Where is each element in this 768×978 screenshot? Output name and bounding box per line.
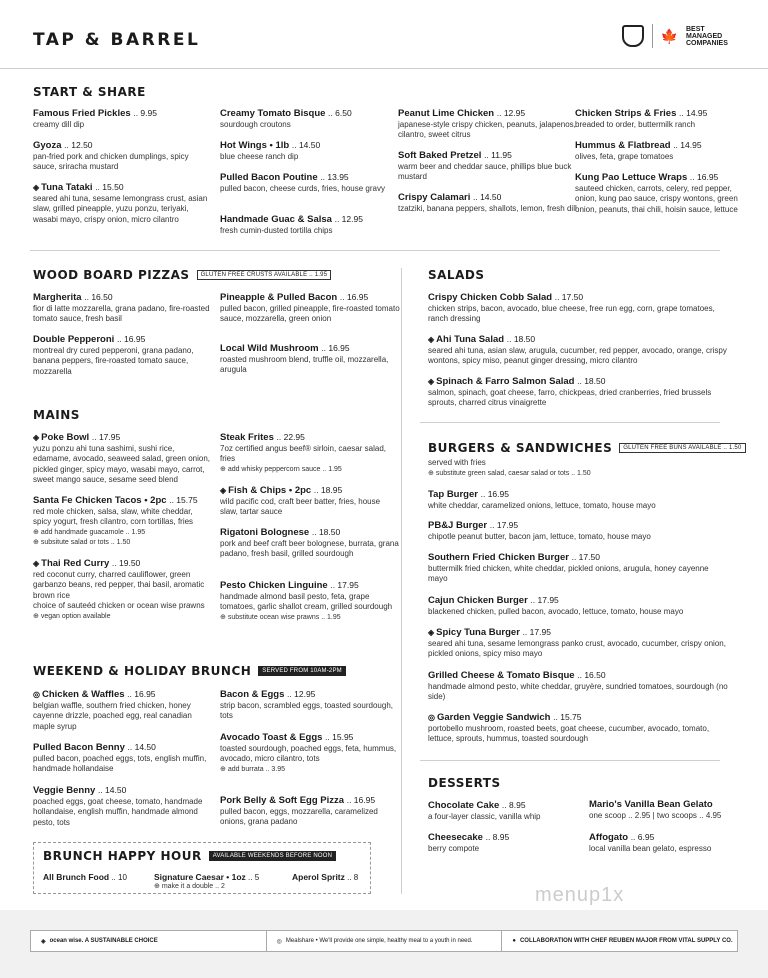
- menu-item: ◈ Spicy Tuna Burger .. 17.95 seared ahi tuna, sesame lemongrass panko crust, avocado, cucumber, crispy onion, pickled onions, spicy miso mayo: [428, 627, 728, 660]
- note-text: served with fries: [428, 458, 486, 467]
- menu-item: Cheesecake .. 8.95 berry compote: [428, 832, 578, 854]
- menu-item: Crispy Calamari .. 14.50 tzatziki, banana peppers, shallots, lemon, fresh dill: [398, 192, 577, 213]
- item-desc: portobello mushroom, roasted beets, goat cheese, cucumber, avocado, tomato, lettuce, sprouts, hummus, toasted sourdough: [428, 723, 710, 743]
- item-name: Chocolate Cake: [428, 800, 500, 811]
- option-text: substitute ocean wise prawns .. 1.95: [227, 613, 341, 621]
- menu-item: ◈ Ahi Tuna Salad .. 18.50 seared ahi tuna, asian slaw, arugula, cucumber, red pepper, avocado, orange, crispy wontons, spicy miso, peanut ginger dressing, micro cilantro: [428, 334, 727, 365]
- menu-item: Double Pepperoni .. 16.95 montreal dry cured pepperoni, grana padano, banana peppers, fire-roasted tomato sauce, mozzarella: [33, 334, 213, 377]
- item-desc: pulled bacon, grilled pineapple, fire-roasted tomato sauce, mozzarella, green onion: [220, 303, 400, 323]
- item-price: 8: [353, 873, 359, 882]
- item-desc: handmade almond basil pesto, feta, grape tomatoes, garlic shallot cream, grilled sourdough: [220, 591, 393, 611]
- section-title: [33, 268, 331, 282]
- section-title: [428, 776, 501, 790]
- item-name: Grilled Cheese & Tomato Bisque: [428, 670, 575, 681]
- menu-item: Grilled Cheese & Tomato Bisque .. 16.50 handmade almond pesto, white cheddar, gruyère, sundried tomatoes, sourdough (no side): [428, 670, 728, 701]
- item-desc: pulled bacon, poached eggs, tots, english muffin, handmade hollandaise: [33, 753, 207, 773]
- section-title: [43, 849, 336, 863]
- item-desc: chipotle peanut butter, bacon jam, lettuce, tomato, house mayo: [428, 531, 651, 541]
- item-price: 10: [118, 873, 127, 882]
- item-price: 11.95: [491, 150, 512, 160]
- item-name: Thai Red Curry: [41, 558, 110, 569]
- option-text: substitute green salad, caesar salad or tots .. 1.50: [435, 469, 591, 477]
- item-name: Mario's Vanilla Bean Gelato: [589, 799, 713, 810]
- item-desc-choice: choice of sauteéd chicken or ocean wise prawns: [33, 601, 205, 610]
- item-desc: blue cheese ranch dip: [220, 151, 299, 161]
- ocean-wise-icon: ◈: [220, 486, 227, 495]
- item-price: 16.95: [487, 489, 509, 499]
- menu-item: ◎ Garden Veggie Sandwich .. 15.75 portobello mushroom, roasted beets, goat cheese, cucumber, avocado, tomato, lettuce, sprouts, hummus, toasted sourdough: [428, 712, 728, 745]
- item-option: ⊕ substitute green salad, caesar salad or tots .. 1.50: [428, 469, 591, 477]
- item-name: Affogato: [589, 832, 629, 843]
- menu-item: Bacon & Eggs .. 12.95 strip bacon, scrambled eggs, toasted sourdough, tots: [220, 689, 400, 722]
- item-desc: red mole chicken, salsa, slaw, white cheddar, spicy yogurt, fresh cilantro, corn tortillas, fries: [33, 506, 194, 526]
- item-price: 12.95: [503, 108, 526, 118]
- section-title: [33, 408, 80, 422]
- item-desc: belgian waffle, southern fried chicken, honey cayenne drizzle, poached egg, real canadian maple syrup: [33, 700, 192, 731]
- item-price: 12.95: [341, 214, 363, 224]
- item-name: Bacon & Eggs: [220, 689, 285, 700]
- item-desc: pork and beef craft beer bolognese, burrata, grana padano, fresh basil, grilled sourdough: [220, 538, 399, 558]
- item-name: Ahi Tuna Salad: [436, 334, 505, 345]
- item-option: ⊕ add whisky peppercorn sauce .. 1.95: [220, 465, 342, 473]
- menu-item: ◈ Spinach & Farro Salmon Salad .. 18.50 salmon, spinach, goat cheese, farro, chickpeas, dried cranberries, fried brussels sprouts, charred citrus vinaigrette: [428, 376, 728, 409]
- mealshare-icon: ◎: [428, 713, 435, 722]
- ocean-wise-icon: ◈: [41, 938, 46, 945]
- menu-item: Southern Fried Chicken Burger .. 17.50 buttermilk fried chicken, white cheddar, pickled onions, arugula, honey cayenne mayo: [428, 552, 728, 585]
- item-price: 16.95: [124, 334, 146, 344]
- option-text: add handmade guacamole .. 1.95: [40, 528, 146, 536]
- menu-item: Chocolate Cake .. 8.95 a four-layer classic, vanilla whip: [428, 800, 578, 822]
- ocean-wise-icon: ◈: [33, 559, 40, 568]
- item-price: 14.50: [105, 785, 127, 795]
- menu-item: Local Wild Mushroom .. 16.95 roasted mushroom blend, truffle oil, mozzarella, arugula: [220, 343, 400, 376]
- item-price: 8.95: [492, 832, 510, 842]
- item-name: Avocado Toast & Eggs: [220, 732, 323, 743]
- item-name: Tuna Tataki: [41, 182, 93, 193]
- section-title: [33, 664, 346, 678]
- menu-item: Rigatoni Bolognese .. 18.50 pork and beef craft beer bolognese, burrata, grana padano, fresh basil, grilled sourdough: [220, 527, 399, 558]
- ocean-wise-icon: ◈: [428, 377, 435, 386]
- header-logos: [622, 24, 738, 48]
- menu-item: Cajun Chicken Burger .. 17.95 blackened chicken, pulled bacon, avocado, lettuce, tomato, house mayo: [428, 595, 728, 617]
- heading: BURGERS & SANDWICHES: [428, 441, 613, 455]
- item-name: Chicken & Waffles: [41, 689, 125, 700]
- item-price: 17.50: [561, 292, 584, 302]
- legend-ocean-wise: [31, 938, 266, 945]
- item-price: 17.50: [578, 552, 600, 562]
- menu-item: Veggie Benny .. 14.50 poached eggs, goat cheese, tomato, handmade hollandaise, english muffin, handmade almond pesto, tots: [33, 785, 213, 828]
- item-price: 16.95: [134, 689, 156, 699]
- menu-item: Tap Burger .. 16.95 white cheddar, caramelized onions, lettuce, tomato, house mayo: [428, 489, 728, 511]
- item-name: Local Wild Mushroom: [220, 343, 319, 354]
- item-price: 17.95: [98, 432, 121, 442]
- item-desc: warm beer and cheddar sauce, phillips blue buck mustard: [398, 161, 572, 181]
- item-desc: seared ahi tuna, sesame lemongrass panko crust, avocado, cucumber, crispy onion, pickled onions, spicy miso mayo: [428, 638, 726, 658]
- column-divider: [401, 268, 402, 894]
- item-price: 14.50: [298, 140, 321, 150]
- item-price: 16.95: [328, 343, 350, 353]
- item-desc: yuzu ponzu ahi tuna sashimi, sushi rice, edamame, avocado, seaweed salad, green onion, pickled ginger, spicy mayo, wasabi mayo, carrot, sweet mango sauce, sesame seed blend: [33, 443, 211, 484]
- brand-logo: TAP & BARREL: [33, 30, 201, 50]
- option-text: subsitute salad or tots .. 1.50: [40, 539, 131, 546]
- item-name: Crispy Chicken Cobb Salad: [428, 292, 553, 303]
- item-name: Rigatoni Bolognese: [220, 527, 310, 538]
- item-name: Steak Frites: [220, 432, 274, 443]
- item-desc: 7oz certified angus beef® sirloin, caesar salad, fries: [220, 443, 386, 463]
- item-price: 12.50: [71, 140, 93, 150]
- item-desc: olives, feta, grape tomatoes: [575, 151, 674, 161]
- menu-item: Handmade Guac & Salsa .. 12.95 fresh cumin-dusted tortilla chips: [220, 214, 400, 236]
- heading: START & SHARE: [33, 85, 146, 99]
- mealshare-icon: ◎: [33, 690, 40, 699]
- heading: SALADS: [428, 268, 485, 282]
- item-price: 14.50: [134, 742, 156, 752]
- item-desc: blackened chicken, pulled bacon, avocado, lettuce, tomato, house mayo: [428, 606, 684, 616]
- item-desc: local vanilla bean gelato, espresso: [589, 843, 712, 853]
- item-name: PB&J Burger: [428, 520, 488, 531]
- item-name: Tap Burger: [428, 489, 478, 500]
- item-name: Gyoza: [33, 140, 62, 151]
- item-price: 16.95: [346, 292, 369, 302]
- item-name: Famous Fried Pickles: [33, 108, 131, 119]
- item-name: Pulled Bacon Poutine: [220, 172, 318, 183]
- item-desc: pulled bacon, cheese curds, fries, house gravy: [220, 183, 385, 193]
- ocean-wise-icon: ◈: [428, 628, 435, 637]
- item-price: 5: [254, 873, 260, 882]
- item-desc: seared ahi tuna, sesame lemongrass crust, asian slaw, grilled pineapple, yuzu ponzu, teriyaki, wasabi mayo, crispy onion, micro cilantro: [33, 193, 208, 224]
- menu-item: Avocado Toast & Eggs .. 15.95 toasted sourdough, poached eggs, feta, hummus, avocado, micro cilantro, tots ⊕ add burrata .. 3.95: [220, 732, 400, 775]
- item-desc: white cheddar, caramelized onions, lettuce, tomato, house mayo: [428, 500, 656, 510]
- item-price: 14.50: [480, 192, 502, 202]
- item-option: ⊕ make it a double .. 2: [154, 883, 225, 890]
- item-price: 13.95: [327, 172, 349, 182]
- ocean-wise-icon: ◈: [428, 335, 435, 344]
- item-desc: montreal dry cured pepperoni, grana padano, banana peppers, fire-roasted tomato sauce, mozzarella: [33, 345, 194, 376]
- item-price: 18.50: [318, 527, 341, 537]
- item-desc: handmade almond pesto, white cheddar, gruyère, sundried tomatoes, sourdough (no side): [428, 681, 728, 701]
- item-name: Poke Bowl: [41, 432, 90, 443]
- legend-mealshare: [266, 931, 502, 951]
- item-name: Southern Fried Chicken Burger: [428, 552, 569, 563]
- menu-item: Chicken Strips & Fries .. 14.95 breaded to order, buttermilk ranch: [575, 108, 740, 130]
- divider: [652, 24, 653, 48]
- item-name: Aperol Spritz: [292, 872, 345, 882]
- happy-item: All Brunch Food .. 10: [43, 872, 127, 882]
- item-name: Handmade Guac & Salsa: [220, 214, 332, 225]
- section-title: [33, 85, 146, 99]
- menu-item: Pesto Chicken Linguine .. 17.95 handmade almond basil pesto, feta, grape tomatoes, garlic shallot cream, grilled sourdough ⊕ substitute ocean wise prawns .. 1.95: [220, 580, 400, 623]
- item-name: Pesto Chicken Linguine: [220, 580, 328, 591]
- item-price: 17.95: [337, 580, 359, 590]
- menu-item: Soft Baked Pretzel .. 11.95 warm beer and cheddar sauce, phillips blue buck mustard: [398, 150, 578, 183]
- section-title: [428, 441, 746, 455]
- item-price: 18.95: [320, 485, 343, 495]
- gluten-free-tag: GLUTEN FREE CRUSTS AVAILABLE .. 1.95: [197, 270, 332, 280]
- menu-item: ◈ Tuna Tataki .. 15.50 seared ahi tuna, sesame lemongrass crust, asian slaw, grilled pineapple, yuzu ponzu, teriyaki, wasabi mayo, crispy onion, micro cilantro: [33, 182, 213, 225]
- watermark: menup1x: [535, 884, 625, 906]
- section-title: [428, 268, 484, 282]
- item-price: 14.95: [680, 140, 702, 150]
- menu-item: Hot Wings • 1lb .. 14.50 blue cheese ranch dip: [220, 140, 400, 162]
- option-text: make it a double .. 2: [161, 883, 225, 890]
- item-name: Pulled Bacon Benny: [33, 742, 125, 753]
- item-price: 15.50: [102, 182, 124, 192]
- item-price: 18.50: [584, 376, 606, 386]
- item-price: 8.95: [509, 800, 526, 810]
- item-option: ⊕ vegan option available: [33, 612, 111, 620]
- item-desc: sauteed chicken, carrots, celery, red pepper, onion, kung pao sauce, crispy wontons, green onion, peanuts, thai chili, hoisin sauce, lettuce: [575, 183, 738, 214]
- legend-text: ocean wise. A SUSTAINABLE CHOICE: [49, 938, 158, 944]
- item-price: 19.50: [119, 558, 141, 568]
- item-name: Fish & Chips • 2pc: [228, 485, 312, 496]
- item-desc: salmon, spinach, goat cheese, farro, chickpeas, dried cranberries, fried brussels sprouts, charred citrus vinaigrette: [428, 387, 712, 407]
- item-price: 15.75: [560, 712, 582, 722]
- item-price: 15.95: [332, 732, 354, 742]
- item-price: 16.50: [584, 670, 606, 680]
- menu-item: Famous Fried Pickles .. 9.95 creamy dill dip: [33, 108, 213, 130]
- item-price: 14.95: [686, 108, 708, 118]
- menu-item: ◈ Poke Bowl .. 17.95 yuzu ponzu ahi tuna sashimi, sushi rice, edamame, avocado, seaweed salad, green onion, pickled ginger, spicy mayo, wasabi mayo, carrot, sweet mango sauce, sesame seed blend: [33, 432, 213, 486]
- item-desc: one scoop .. 2.95 | two scoops .. 4.95: [589, 810, 722, 820]
- item-name: Garden Veggie Sandwich: [436, 712, 551, 723]
- item-name: Santa Fe Chicken Tacos • 2pc: [33, 495, 167, 506]
- heading: DESSERTS: [428, 776, 501, 790]
- item-name: Peanut Lime Chicken: [398, 108, 495, 119]
- item-name: Chicken Strips & Fries: [575, 108, 677, 119]
- item-price: 6.95: [637, 832, 655, 842]
- option-text: add whisky peppercorn sauce .. 1.95: [227, 465, 342, 473]
- menu-item: Gyoza .. 12.50 pan-fried pork and chicken dumplings, spicy sauce, sriracha mustard: [33, 140, 213, 173]
- menu-item: Steak Frites .. 22.95 7oz certified angus beef® sirloin, caesar salad, fries ⊕ add whisky peppercorn sauce .. 1.95: [220, 432, 400, 475]
- menu-item: Pork Belly & Soft Egg Pizza .. 16.95 pulled bacon, eggs, mozzarella, caramelized onions, grana padano: [220, 795, 400, 828]
- served-time-tag: SERVED FROM 10AM-2PM: [258, 666, 346, 676]
- maple-leaf-icon: 🍁: [660, 28, 678, 44]
- ocean-wise-shield-icon: [622, 25, 644, 47]
- item-name: All Brunch Food: [43, 872, 110, 882]
- item-desc: seared ahi tuna, asian slaw, arugula, cucumber, red pepper, avocado, orange, crispy wontons, spicy miso, peanut ginger dressing, micro cilantro: [428, 345, 727, 365]
- menu-item: [589, 800, 739, 821]
- item-name: Cheesecake: [428, 832, 483, 843]
- item-price: 17.95: [537, 595, 559, 605]
- footer: [0, 910, 768, 978]
- item-desc: chicken strips, bacon, avocado, blue cheese, free run egg, corn, grape tomatoes, ranch dressing: [428, 303, 715, 323]
- availability-tag: AVAILABLE WEEKENDS BEFORE NOON: [209, 851, 336, 861]
- item-price: 16.50: [91, 292, 113, 302]
- menu-item: Kung Pao Lettuce Wraps .. 16.95 sauteed chicken, carrots, celery, red pepper, onion, kung pao sauce, crispy wontons, green onion, peanuts, thai chili, hoisin sauce, lettuce: [575, 172, 740, 215]
- divider: [30, 250, 720, 251]
- heading: BRUNCH HAPPY HOUR: [43, 849, 202, 863]
- legend-text: COLLABORATION WITH CHEF REUBEN MAJOR FROM VITAL SUPPLY CO.: [519, 938, 733, 944]
- item-desc: pulled bacon, eggs, mozzarella, caramelized onions, grana padano: [220, 806, 378, 826]
- item-name: Pork Belly & Soft Egg Pizza: [220, 795, 345, 806]
- item-price: 18.50: [513, 334, 536, 344]
- item-option: ⊕ add burrata .. 3.95: [220, 765, 286, 773]
- item-desc: wild pacific cod, craft beer batter, fries, house slaw, tartar sauce: [220, 496, 381, 516]
- item-desc: strip bacon, scrambled eggs, toasted sourdough, tots: [220, 700, 393, 720]
- item-desc: roasted mushroom blend, truffle oil, mozzarella, arugula: [220, 354, 389, 374]
- legend-text: Mealshare • We'll provide one simple, healthy meal to a youth in need.: [285, 938, 473, 944]
- item-desc: fresh cumin-dusted tortilla chips: [220, 225, 333, 235]
- item-name: Hot Wings • 1lb: [220, 140, 290, 151]
- item-price: 22.95: [283, 432, 305, 442]
- ocean-wise-icon: ◈: [33, 183, 40, 192]
- heading: MAINS: [33, 408, 80, 422]
- item-desc: fior di latte mozzarella, grana padano, fire-roasted tomato sauce, fresh basil: [33, 303, 210, 323]
- item-desc: creamy dill dip: [33, 119, 85, 129]
- item-name: Kung Pao Lettuce Wraps: [575, 172, 688, 183]
- item-desc: pan-fried pork and chicken dumplings, spicy sauce, sriracha mustard: [33, 151, 189, 171]
- item-name: Spinach & Farro Salmon Salad: [436, 376, 575, 387]
- item-desc: berry compote: [428, 843, 480, 853]
- item-name: Creamy Tomato Bisque: [220, 108, 326, 119]
- item-desc: toasted sourdough, poached eggs, feta, hummus, avocado, micro cilantro, tots: [220, 743, 397, 763]
- divider: [0, 68, 768, 69]
- menu-item: Crispy Chicken Cobb Salad .. 17.50 chicken strips, bacon, avocado, blue cheese, free run egg, corn, grape tomatoes, ranch dressing: [428, 292, 728, 325]
- legend-collaboration: [501, 931, 737, 951]
- divider: [420, 422, 720, 423]
- item-name: Veggie Benny: [33, 785, 96, 796]
- item-desc: sourdough croutons: [220, 119, 291, 129]
- happy-item: Signature Caesar • 1oz .. 5 ⊕ make it a double .. 2: [154, 872, 260, 890]
- item-desc: buttermilk fried chicken, white cheddar, pickled onions, arugula, honey cayenne mayo: [428, 563, 709, 583]
- best-managed-logo: BEST MANAGED COMPANIES: [686, 25, 728, 47]
- heading: WEEKEND & HOLIDAY BRUNCH: [33, 664, 252, 678]
- menu-item: ◎ Chicken & Waffles .. 16.95 belgian waffle, southern fried chicken, honey cayenne drizzle, poached egg, real canadian maple syrup: [33, 689, 213, 732]
- brunch-happy-hour-box: [33, 842, 371, 894]
- menu-item: Santa Fe Chicken Tacos • 2pc .. 15.75 red mole chicken, salsa, slaw, white cheddar, spicy yogurt, fresh cilantro, corn tortillas, fries ⊕ add handmade guacamole .. 1.95 ⊕ subsitute salad or tots .. 1.50: [33, 495, 213, 549]
- item-price: 15.75: [176, 495, 198, 505]
- item-desc: breaded to order, buttermilk ranch: [575, 119, 696, 129]
- burger-note: [428, 458, 728, 479]
- item-name: Hummus & Flatbread: [575, 140, 671, 151]
- item-price: 17.95: [496, 520, 519, 530]
- menu-item: Creamy Tomato Bisque .. 6.50 sourdough croutons: [220, 108, 400, 130]
- item-name: Spicy Tuna Burger: [436, 627, 520, 638]
- item-desc: japanese-style crispy chicken, peanuts, jalapenos, cilantro, sweet citrus: [398, 119, 576, 139]
- menu-item: ◈ Thai Red Curry .. 19.50 red coconut curry, charred cauliflower, green garbanzo beans, red pepper, thai basil, aromatic brown rice choice of sauteéd chicken or ocean wise prawns ⊕ vegan option available: [33, 558, 213, 622]
- ocean-wise-icon: ◈: [33, 433, 40, 442]
- footer-legend: [30, 930, 738, 952]
- item-name: Signature Caesar • 1oz: [154, 872, 246, 882]
- menu-item: Pulled Bacon Poutine .. 13.95 pulled bacon, cheese curds, fries, house gravy: [220, 172, 400, 194]
- menu-item: Pulled Bacon Benny .. 14.50 pulled bacon, poached eggs, tots, english muffin, handmade hollandaise: [33, 742, 213, 775]
- menu-item: Margherita .. 16.50 fior di latte mozzarella, grana padano, fire-roasted tomato sauce, fresh basil: [33, 292, 213, 325]
- divider: [420, 760, 720, 761]
- item-name: Soft Baked Pretzel: [398, 150, 482, 161]
- mealshare-icon: ◎: [276, 938, 282, 945]
- item-name: Crispy Calamari: [398, 192, 471, 203]
- menu-item: Pineapple & Pulled Bacon .. 16.95 pulled bacon, grilled pineapple, fire-roasted tomato sauce, mozzarella, green onion: [220, 292, 400, 323]
- item-option: ⊕ subsitute salad or tots .. 1.50: [33, 539, 131, 546]
- item-name: Pineapple & Pulled Bacon: [220, 292, 338, 303]
- item-price: 9.95: [140, 108, 157, 118]
- item-price: 17.95: [529, 627, 551, 637]
- heading: WOOD BOARD PIZZAS: [33, 268, 190, 282]
- gluten-free-tag: GLUTEN FREE BUNS AVAILABLE .. 1.50: [619, 443, 745, 453]
- option-text: add burrata .. 3.95: [227, 765, 286, 773]
- item-option: ⊕ substitute ocean wise prawns .. 1.95: [220, 613, 341, 621]
- item-option: ⊕ add handmade guacamole .. 1.95: [33, 528, 146, 536]
- option-text: vegan option available: [40, 612, 111, 620]
- menu-item: PB&J Burger .. 17.95 chipotle peanut butter, bacon jam, lettuce, tomato, house mayo: [428, 520, 728, 542]
- item-desc: poached eggs, goat cheese, tomato, handmade hollandaise, english muffin, handmade almond pesto, tots: [33, 796, 203, 827]
- item-name: Double Pepperoni: [33, 334, 115, 345]
- menu-item: Affogato .. 6.95 local vanilla bean gelato, espresso: [589, 832, 739, 854]
- item-desc: red coconut curry, charred cauliflower, green garbanzo beans, red pepper, thai basil, aromatic brown rice: [33, 569, 205, 600]
- item-desc: a four-layer classic, vanilla whip: [428, 811, 541, 821]
- menu-item: Hummus & Flatbread .. 14.95 olives, feta, grape tomatoes: [575, 140, 740, 162]
- item-price: 12.95: [294, 689, 316, 699]
- menu-item: ◈ Fish & Chips • 2pc .. 18.95 wild pacific cod, craft beer batter, fries, house slaw, tartar sauce: [220, 485, 400, 518]
- happy-item: Aperol Spritz .. 8: [292, 872, 359, 882]
- item-price: 6.50: [335, 108, 352, 118]
- item-price: 16.95: [697, 172, 719, 182]
- item-name: Cajun Chicken Burger: [428, 595, 528, 606]
- item-name: Margherita: [33, 292, 82, 303]
- collab-icon: ●: [512, 938, 516, 944]
- menu-item: Peanut Lime Chicken .. 12.95 japanese-style crispy chicken, peanuts, jalapenos, cilantro, sweet citrus: [398, 108, 578, 141]
- item-price: 16.95: [353, 795, 376, 805]
- item-desc: tzatziki, banana peppers, shallots, lemon, fresh dill: [398, 203, 577, 213]
